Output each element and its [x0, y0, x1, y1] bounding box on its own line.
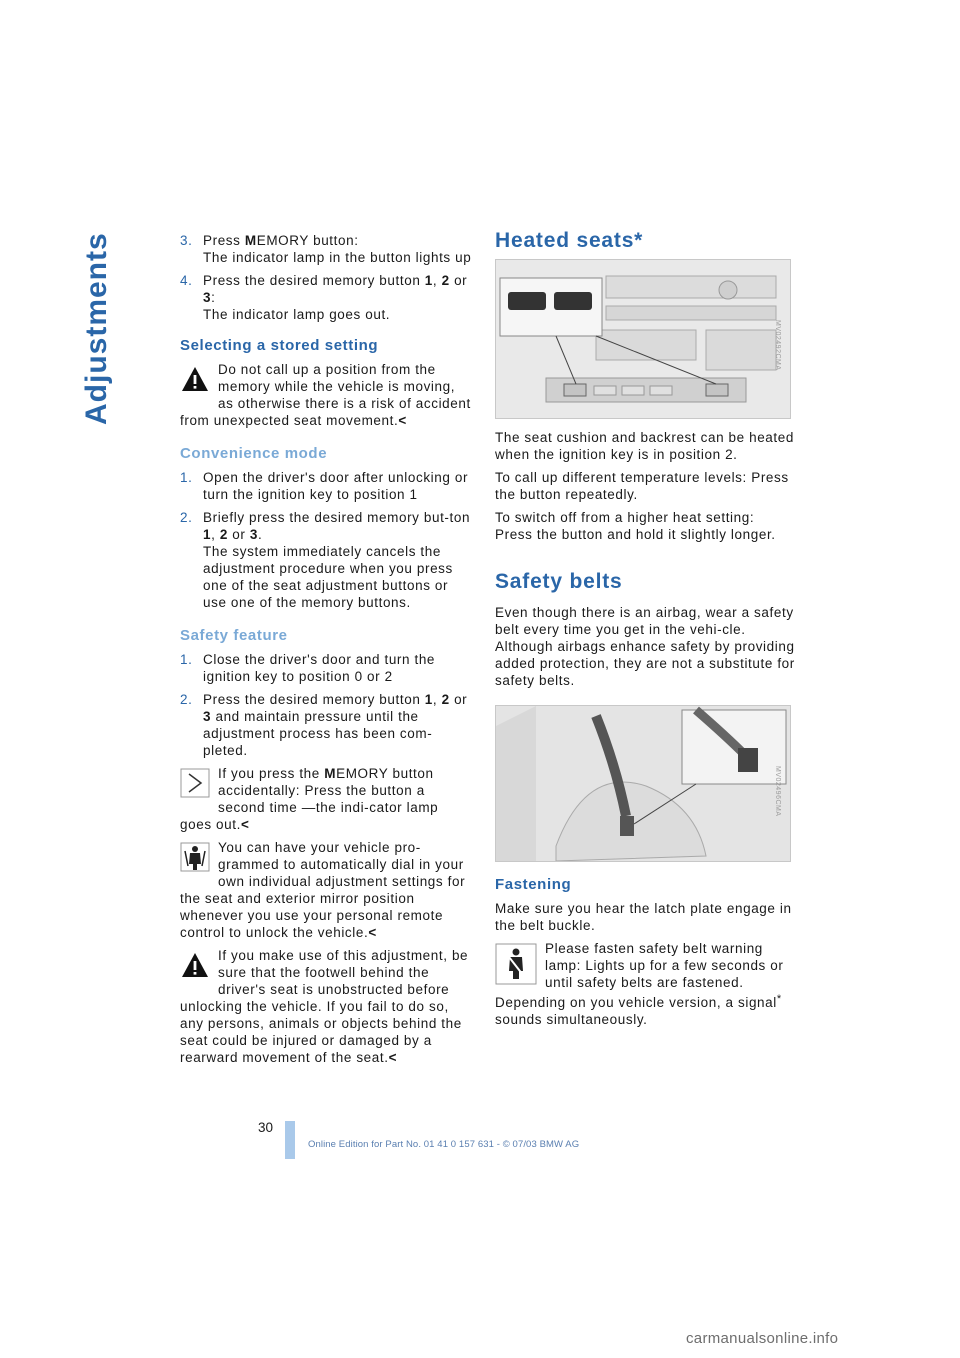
watermark: carmanualsonline.info	[686, 1330, 839, 1347]
convenience-step-1: 1. Open the driver's door after unlocking or turn the ignition key to position 1	[180, 470, 469, 502]
heading-safety-feature: Safety feature	[180, 627, 288, 644]
heated-paragraph-3: To switch off from a higher heat setting: Press the button and hold it slightly longer.	[495, 510, 776, 542]
right-column	[495, 229, 795, 1034]
warning-triangle-icon	[180, 364, 210, 394]
heated-paragraph-1: The seat cushion and backrest can be heated when the ignition key is in position 2.	[495, 430, 794, 462]
memory-m-glyph: M	[324, 766, 337, 781]
heading-fastening: Fastening	[495, 876, 572, 893]
warning-note-1: Do not call up a position from the memory while the vehicle is moving, as otherwise there is a risk of accident from unexpected seat movement.<	[180, 362, 471, 428]
footer-edition: Online Edition for Part No. 01 41 0 157 631 - © 07/03 BMW AG	[308, 1139, 580, 1150]
service-technician-icon	[180, 842, 210, 872]
heading-safety-belts: Safety belts	[495, 570, 623, 593]
heading-heated-seats: Heated seats*	[495, 229, 644, 252]
memory-m-glyph: M	[244, 233, 257, 248]
left-column	[180, 232, 472, 1072]
dashboard-drawing	[496, 260, 790, 418]
page-marker-bar	[285, 1121, 295, 1159]
section-title: Adjustments	[80, 232, 113, 425]
note-1: If you press the MEMORY button accidentally: Press the button a second time —the indi-cator lamp goes out.<	[180, 766, 439, 832]
warning-note-2: If you make use of this adjustment, be sure that the footwell behind the driver's seat is unobstructed before unlocking the vehicle. If you fail to do so, any persons, animals or objects behind the seat could be injured or damaged by a rearward movement of the seat.<	[180, 948, 469, 1065]
safety-belt-illustration	[495, 705, 791, 862]
safety-step-2: 2. Press the desired memory button 1, 2 or 3 and maintain pressure until the adjustment process has been com-pleted.	[180, 692, 468, 758]
note-arrow-icon	[180, 768, 210, 798]
figure-code: MV02492CMA	[774, 320, 781, 371]
heading-selecting: Selecting a stored setting	[180, 337, 379, 354]
step-3: 3. Press MEMORY button: The indicator lamp in the button lights up	[180, 233, 472, 265]
step-4: 4. Press the desired memory button 1, 2 or 3: The indicator lamp goes out.	[180, 273, 468, 322]
convenience-step-2: 2. Briefly press the desired memory but-ton 1, 2 or 3. The system immediately cancels the adjustment procedure when you press one of the seat adjustment buttons or use one of the memory buttons.	[180, 510, 471, 610]
warning-triangle-icon	[180, 950, 210, 980]
safety-step-1: 1. Close the driver's door and turn the ignition key to position 0 or 2	[180, 652, 436, 684]
belts-paragraph-1: Even though there is an airbag, wear a safety belt every time you get in the vehi-cle. Although airbags enhance safety by providing added protection, they are not a substitute for safety belts.	[495, 605, 795, 688]
heated-paragraph-2: To call up different temperature levels: Press the button repeatedly.	[495, 470, 789, 502]
seatbelt-warning-icon	[495, 943, 537, 985]
figure-code: MV02496CMA	[774, 766, 781, 817]
belt-warning-note: Please fasten safety belt warning lamp: Lights up for a few seconds or until safety belts are fastened. Depending on you vehicle version, a signal* sounds simultaneously.	[495, 941, 784, 1027]
heated-seats-illustration	[495, 259, 791, 419]
note-2: You can have your vehicle pro-grammed to automatically dial in your own individual adjustment settings for the seat and exterior mirror position whenever you use your personal remote control to unlock the vehicle.<	[180, 840, 466, 940]
belt-drawing	[496, 706, 790, 861]
fastening-paragraph: Make sure you hear the latch plate engage in the belt buckle.	[495, 901, 792, 933]
page-number: 30	[258, 1120, 274, 1135]
heading-convenience: Convenience mode	[180, 445, 328, 462]
